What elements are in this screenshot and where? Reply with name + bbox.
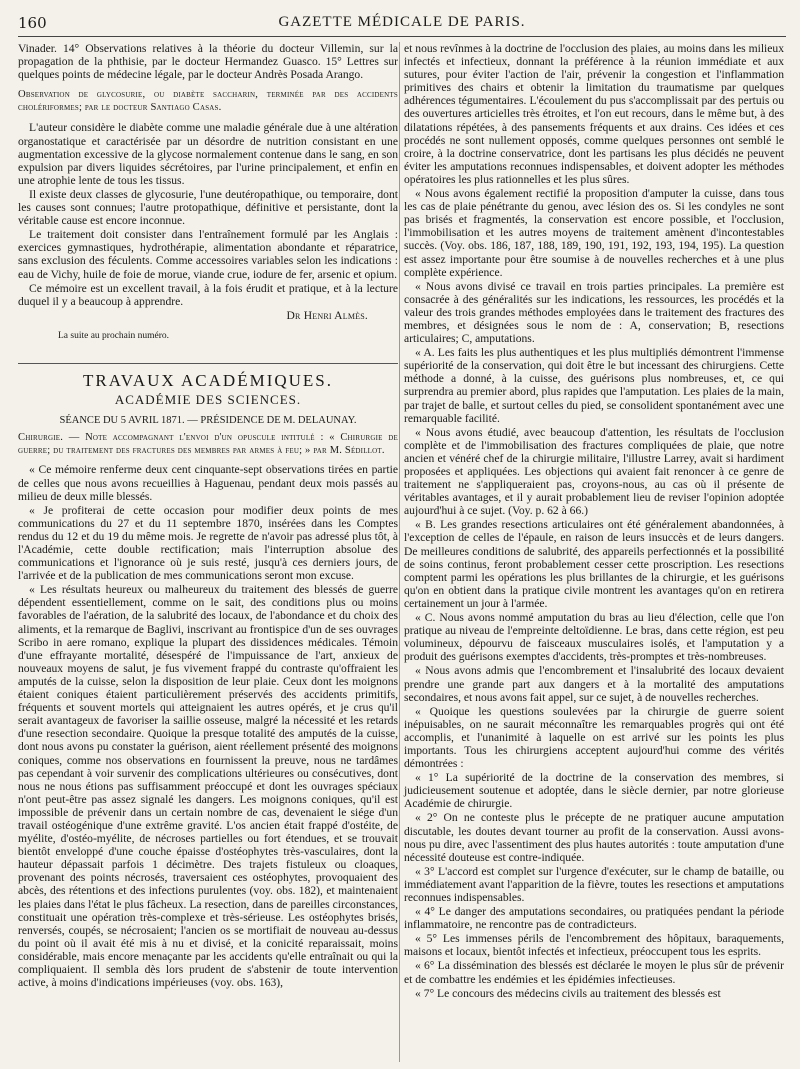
column-divider: [399, 42, 400, 1062]
section-subtitle: ACADÉMIE DES SCIENCES.: [114, 392, 302, 408]
paragraph: L'auteur considère le diabète comme une maladie générale due à une altération organostatique et caractérisée par un désordre de nutrition consistant en une augmentation excessive de la glycose normalement contenue dans le sang, en son expulsion par divers liquides sécrétoires, par l'urine principalement, et enfin en une atrophie lente de tous les tissus.: [18, 121, 398, 187]
paragraph: « Quoique les questions soulevées par la chirurgie de guerre soient inépuisables, on ne saurait méconnaître les remarquables progrès qui ont été accomplis, et l'unanimité à laquelle on est arrivé sur les points les plus importants. Tous les chirurgiens acceptent aujourd'hui comme des vérités démontrées :: [404, 704, 784, 771]
paragraph: « Nous avons divisé ce travail en trois parties principales. La première est consacrée à des généralités sur les indications, les ressources, les procédés et la valeur des trois grandes méthodes employées dans le traitement des fractures des membres, et désignées sous le nom de : A, conservation; B, resections articulaires; C, amputations.: [404, 279, 784, 346]
paragraph: Le traitement doit consister dans l'entraînement formulé par les Anglais : exercices gymnastiques, hydrothérapie, alimentation abondante et réparatrice, sans exclusion des féculents. Comme accessoires variables selon les indications : eau de Vichy, huile de foie de morue, viande crue, iodure de fer, arsenic et opium.: [18, 228, 398, 281]
paragraph: « A. Les faits les plus authentiques et les plus multipliés démontrent l'immense supériorité de la conservation, qui doit être le but incessant des chirurgiens. Cette méthode a donné, à la cuisse, des guérisons plus nombreuses, et, ce qui surprendra au premier abord, plus rapides que l'amputation. Les plaies de la main, par trajet de balle, et surtout celles du pied, se consolident spontanément avec une remarquable facilité.: [404, 346, 784, 425]
paragraph: Ce mémoire est un excellent travail, à la fois érudit et pratique, et à la lecture duquel il y a beaucoup à apprendre.: [18, 281, 398, 308]
paragraph: « 7° Le concours des médecins civils au traitement des blessés est: [415, 986, 721, 1000]
observation-title: Observation de glycosurie, ou diabète saccharin, terminée par des accidents cholériformes; par le docteur Santiago Casas.: [18, 89, 398, 114]
paragraph: « Nous avons également rectifié la proposition d'amputer la cuisse, dans tous les cas de plaie pénétrante du genou, avec lésion des os. Si les condyles ne sont pas brisés et fragmentés, la conservation est encore possible, et l'occlusion, l'immobilisation et les autres moyens de traitement amènent d'incontestables succès. (Voy. obs. 186, 187, 188, 189, 190, 191, 192, 193, 194, 195). La question est assez importante pour être soumise à de nouvelles recherches et à une plus complète expérience.: [404, 187, 784, 279]
left-column: [18, 42, 398, 990]
paragraph: « Je profiterai de cette occasion pour modifier deux points de mes communications du 27 et du 11 septembre 1870, insérées dans les Comptes rendus du 12 et du 19 du même mois. Je regrette de n'avoir pas adressé plus tôt, à l'Académie, cette double rectification; mais l'interruption absolue des communications et l'ignorance où je suis resté, jusqu'à ces derniers jours, de l'arrivée et de la publication de mes communications seront mon excuse.: [18, 503, 398, 583]
session-line: SÉANCE DU 5 AVRIL 1871. — PRÉSIDENCE DE M. DELAUNAY.: [59, 415, 357, 427]
right-column: [404, 42, 784, 1001]
paragraph: « 2° On ne conteste plus le précepte de ne pratiquer aucune amputation discutable, les doutes devant tourner au profit de la conservation. Aussi avons-nous pu dire, avec l'assentiment des plus hautes autorités : toute amputation d'une nécessité douteuse est contre-indiquée.: [404, 811, 784, 864]
page-header: [18, 12, 786, 37]
page-number: 160: [18, 14, 47, 32]
paragraph: Il existe deux classes de glycosurie, l'une deutéropathique, ou temporaire, dont les causes sont connues; l'autre protopathique, définitive et persistante, dont la véritable cause est encore inconnue.: [18, 187, 398, 228]
paragraph: Vinader. 14° Observations relatives à la théorie du docteur Villemin, sur la propagation de la phthisie, par le docteur Hermandez Guasco. 15° Lettres sur quelques points de médecine légale, par le docteur Andrès Posada Arango.: [18, 42, 398, 82]
author-signature: Dr Henri Almès.: [286, 308, 368, 322]
note-title: Chirurgie. — Note accompagnant l'envoi d'un opuscule intitulé : « Chirurgie de guerre; du traitement des fractures des membres par armes à feu; » par M. Sédillot.: [18, 432, 398, 457]
paragraph: « C. Nous avons nommé amputation du bras au lieu d'élection, celle que l'on pratique au niveau de l'empreinte deltoïdienne. Le bras, dans cette région, est peu volumineux, dépourvu de faisceaux musculaires isolés, et l'amputation y a produit des guérisons exemptes d'accidents, très-promptes et très-nombreuses.: [404, 611, 784, 664]
paragraph: « 5° Les immenses périls de l'encombrement des hôpitaux, baraquements, maisons et locaux, bientôt infectés et infectieux, préoccupent tous les esprits.: [404, 932, 784, 959]
paragraph: et nous revînmes à la doctrine de l'occlusion des plaies, au moins dans les milieux infectés et infectieux, donnant la préférence à la réunion immédiate et aux sutures, pour éviter l'action de l'air, prévenir la congestion et l'inflammation primitives des chairs et obtenir la limitation du traumatisme par quelques adhérences tégumentaires. L'écoulement du pus s'accomplissait par des pertuis ou des ouvertures articielles très étroites, et l'on eut recours, dans le même but, à des dilatations répétées, à des pansements fréquents et aux drains. Ces idées et ces procédés ne sont nullement opposés, comme quelques personnes ont semblé le croire, à la doctrine conservatrice, dont les partisans les plus décidés ne peuvent éviter les amputations reconnues indispensables, et doivent adopter les méthodes opératoires les plus rationnelles et les plus sûres.: [404, 42, 784, 186]
paragraph: « 1° La supériorité de la doctrine de la conservation des membres, si judicieusement soutenue et adoptée, dans le siècle dernier, par notre glorieuse Académie de chirurgie.: [404, 771, 784, 811]
section-title: TRAVAUX ACADÉMIQUES.: [18, 363, 398, 387]
paragraph: « B. Les grandes resections articulaires ont été généralement abandonnées, à l'exception de celles de l'épaule, en raison de leurs insuccès et de leurs dangers. De meilleures conditions de salubrité, des appareils perfectionnés et la possibilité de soins continus, feront probablement cesser cette proscription. Les resections comptent parmi les opérations les plus brillantes de la chirurgie, et les guérisons qu'on en obtient dans la pratique civile montrent les avantages qu'on en retirera certainement un jour à l'armée.: [404, 518, 784, 610]
paragraph: « Ce mémoire renferme deux cent cinquante-sept observations tirées en partie de celles que nous avons recueillies à Haguenau, pendant deux mois passés au milieu de deux mille blessés.: [18, 463, 398, 503]
journal-title: GAZETTE MÉDICALE DE PARIS.: [278, 14, 526, 30]
paragraph: « Nous avons admis que l'encombrement et l'insalubrité des locaux devaient prendre une grande part aux dangers et à la mortalité des amputations secondaires, et nous avons fait appel, sur ce sujet, à de nouvelles recherches.: [404, 664, 784, 704]
paragraph: « 3° L'accord est complet sur l'urgence d'exécuter, sur le champ de bataille, ou immédiatement avant l'apparition de la fièvre, toutes les resections et amputations reconnues indispensables.: [404, 864, 784, 904]
paragraph: « Nous avons étudié, avec beaucoup d'attention, les résultats de l'occlusion complète et de l'immobilisation des fractures compliquées de plaie, que notre ancien et vénéré chef de la chirurgie militaire, l'illustre Larrey, avait si hardiment proposées et appliquées. Les objections qui avaient fait renoncer à ce genre de traitement ne s'appliqueraient pas, croyons-nous, au cas où il présente de véritables avantages, et il y aurait probablement lieu de reviser l'opinion adoptée aujourd'hui à ce sujet. (Voy. p. 62 à 66.): [404, 425, 784, 518]
paragraph: « 6° La dissémination des blessés est déclarée le moyen le plus sûr de prévenir et de combattre les endémies et les épidémies infectieuses.: [404, 959, 784, 986]
paragraph: « 4° Le danger des amputations secondaires, ou pratiquées pendant la période inflammatoire, ne rencontre pas de contradicteurs.: [404, 905, 784, 932]
paragraph: « Les résultats heureux ou malheureux du traitement des blessés de guerre dépendent essentiellement, comme on le sait, des conditions plus ou moins favorables de l'aération, de la salubrité des locaux, de l'abondance et du choix des aliments, et la remarque de Baglivi, inscrivant au frontispice d'un de ses ouvrages Scribo in aere romano, explique la plupart des dissidences médicales. Témoin d'une effrayante mortalité, désespéré de l'impuissance de l'art, anxieux de nouveaux moyens de salut, je fus vivement frappé du contraste qu'offraient les amputés de la cuisse, selon la disposition de leur plaie. Ceux dont les moignons étaient coniques étaient particulièrement préservés des accidents primitifs, fréquents et souvent mortels qui atteignaient les autres opérés, et je crus qu'il serait avantageux de favoriser la saillie osseuse, malgré la nécessité et les retards d'une resection secondaire. Quoique la presque totalité des amputés de la cuisse, dont nous avons pu constater la guérison, aient réellement présenté des moignons coniques, comme nos observations en fournissent la preuve, nous ne tardâmes pas cependant à voir survenir des complications ultérieures ou consécutives, dont nous ne nous étions pas suffisamment préoccupé et dont les ouvrages spéciaux n'ont peut-être pas assez signalé les dangers. Les moignons coniques, qu'il est impossible de prévenir dans un certain nombre de cas, devenaient le siége d'un travail ostéogénique d'une extrême gravité. L'os ancien était frappé d'ostéite, de myélite, d'ostéo-myélite, de nécroses partielles ou fort étendues, et se trouvait bientôt enveloppé d'une couche épaisse d'ostéophytes très-vasculaires, dont la hauteur dépassait parfois 1 décimètre. Des trajets fistuleux ou cloaques, provenant des points nécrosés, traversaient ces ostéophytes, provoquaient des abcès, des rétentions et des infections purulentes (voy. obs. 182), et maintenaient les plaies dans l'état le plus fâcheux. La resection, dans de pareilles circonstances, constituait une opération très-complexe et très-sérieuse. Les ostéophytes brisés, renversés, coupés, se nécrosaient; l'ancien os se mortifiait de nouveau au-dessus du point où il avait été mis à nu et divisé, et la conicité reparaissait, moins considérable, mais encore menaçante par les accidents qu'elle entraînait ou qui la compliquaient. Il sembla dès lors prudent de s'abstenir de toute intervention active, à moins d'indications impérieuses (voy. obs. 163),: [18, 583, 398, 990]
continued-note: La suite au prochain numéro.: [58, 330, 170, 341]
